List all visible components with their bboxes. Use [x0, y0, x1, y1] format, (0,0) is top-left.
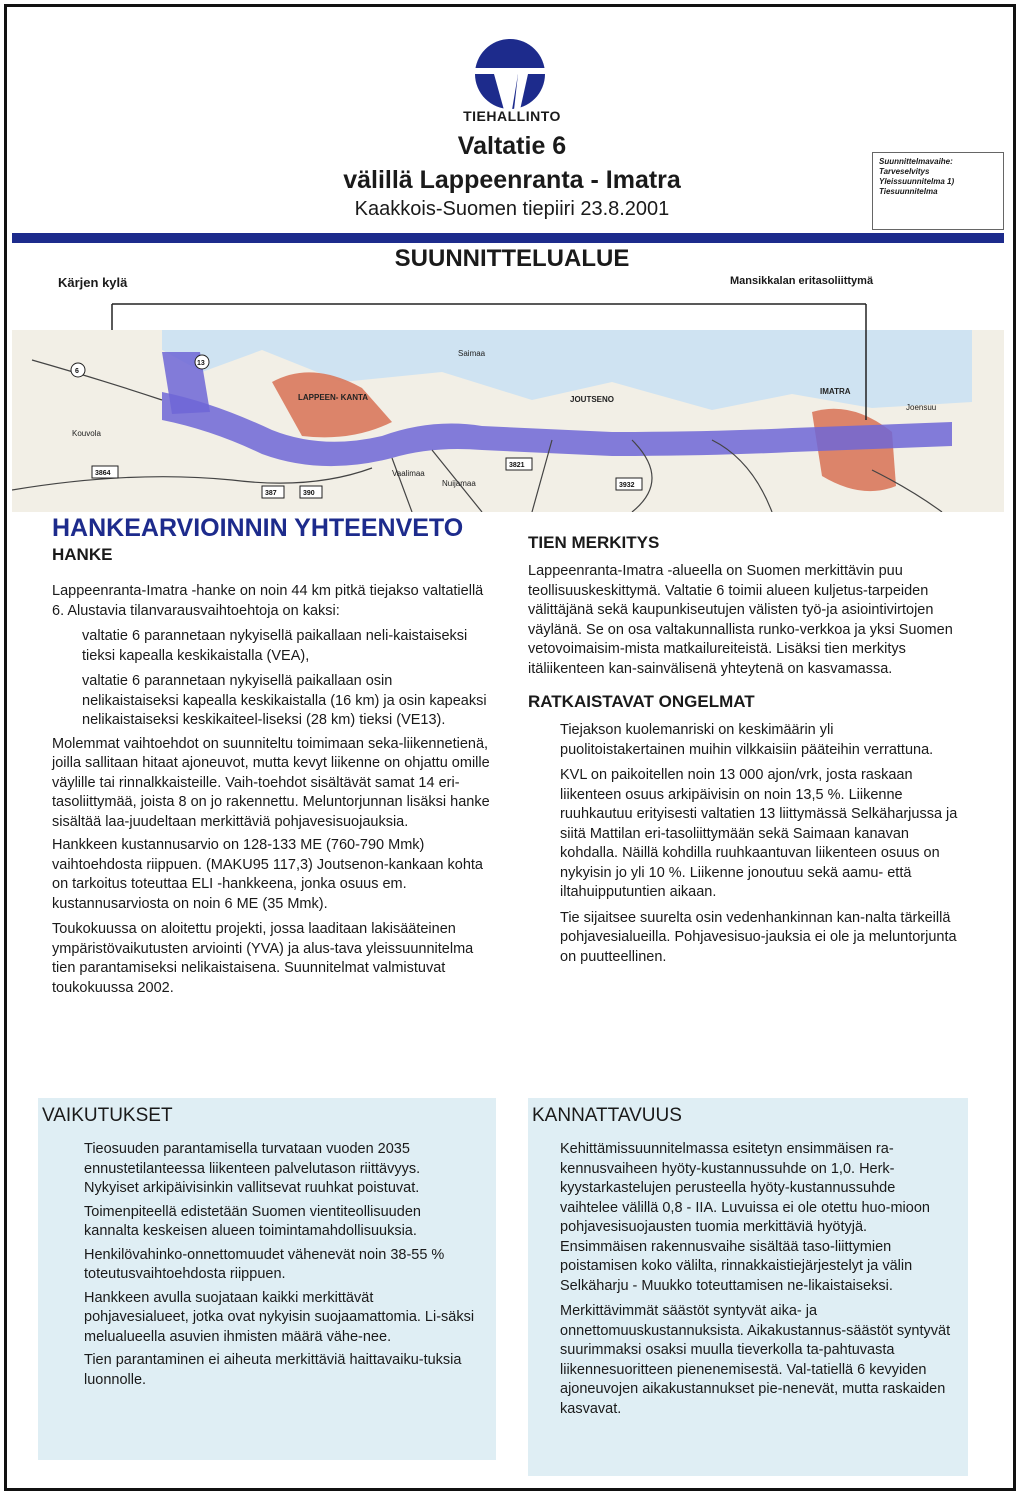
map-road-387: 387 [265, 490, 277, 497]
project-description: Molemmat vaihtoehdot on suunniteltu toimimaan seka-liikennetienä, joilla sallitaan hitaat ajoneuvot, mutta kevyt liikenne on ohjattu omille väylille tai rinnalkkaisteille. Vaih-toehdot sisältävät samat 14 eri-tasoliittymää, joista 8 on jo rakennettu. Meluntorjunnan lisäksi hanke sisältää laa-juudeltaan merkittäviä pohjavesisuojauksia. [52, 735, 490, 830]
impact-accidents: Henkilövahinko-onnettomuudet vähenevät noin 38-55 % toteutusvaihtoehdosta riippuen. [84, 1246, 445, 1282]
map-label-left: Kärjen kylä [58, 275, 128, 290]
map-label-right: Mansikkalan eritasoliittymä [730, 275, 874, 287]
map-place-imatra: IMATRA [820, 387, 851, 396]
legend-heading: Suunnittelmavaihe: [879, 157, 953, 166]
map-place-joutseno: JOUTSENO [570, 395, 615, 404]
title-section: välillä Lappeenranta - Imatra [343, 166, 681, 194]
problem-groundwater: Tie sijaitsee suurelta osin vedenhankinnan kan-nalta tärkeillä pohjavesialueilla. Pohjavesisuo-jauksia ei ole ja meluntorjunta on puutteellinen. [560, 909, 957, 965]
header-rule [12, 233, 1004, 243]
profitability-savings: Merkittävimmät säästöt syntyvät aika- ja onnettomuuskustannuksista. Aikakustannus-säästöt syntyvät suurimmaksi osaksi muulla tieverkolla ta-pahtuvasta liikennesuoritteen pienenemisestä. Val-tatiellä 6 kevyiden ajoneuvojen aikakustannukset pie-nenevät, mutta raskaiden kasvavat. [560, 1303, 951, 1417]
map-place-vaalimaa: Vaalimaa [392, 469, 425, 478]
impact-industry: Toimenpiteellä edistetään Suomen vientiteollisuuden kannalta keskeisen alueen toimintamahdollisuuksia. [84, 1203, 421, 1239]
summary-heading: HANKEARVIOINNIN YHTEENVETO [52, 514, 464, 542]
impact-nature: Tien parantaminen ei aiheuta merkittäviä haittavaiku-tuksia luonnolle. [84, 1352, 462, 1388]
problems-heading: RATKAISTAVAT ONGELMAT [528, 692, 755, 711]
map-road-6: 6 [75, 368, 79, 375]
map-place-saimaa: Saimaa [458, 349, 486, 358]
impact-service-level: Tieosuuden parantamisella turvataan vuoden 2035 ennustetilanteessa liikenteen palvelutason riittävyys. Nykyiset arkipäivisinkin vallitsevat ruuhkat poistuvat. [84, 1141, 421, 1196]
profitability-box [528, 1098, 968, 1476]
profitability-heading: KANNATTAVUUS [532, 1105, 682, 1126]
map-place-nuijamaa: Nuijamaa [442, 479, 476, 488]
option-vea: valtatie 6 parannetaan nykyisellä paikallaan neli-kaistaiseksi tieksi kapealla keskikaistalla (VEA), [82, 628, 468, 664]
map-place-lappeenranta: LAPPEEN- KANTA [298, 393, 369, 402]
legend-item: Yleissuunnitelma 1) [879, 177, 955, 186]
route-map [12, 290, 1004, 512]
map-road-3864: 3864 [95, 470, 111, 477]
project-cost: Hankkeen kustannusarvio on 128-133 ME (760-790 Mmk) vaihtoehdosta riippuen. (MAKU95 117,3) Joutsenon-kankaan kohta on tarkoitus toteuttaa ELI -hankkeena, jonka osuus em. kustannusarviosta on noin 6 ME (35 Mmk). [52, 837, 483, 912]
problem-traffic: KVL on paikoitellen noin 13 000 ajon/vrk, josta raskaan liikenteen osuus arkipäivisin on noin 13,5 %. Liikenne ruuhkautuu erityisesti valtatien 13 liittymässä Selkäharjussa ja siitä Mattilan eri-tasoliittymään sekä Saimaan kanavan kohdalla. Näillä kohdilla ruuhkaantuvan liikenteen osuus on nykyisin jo yli 10 %. Liikenne jonoutuu sekä aamu- että iltahuipputuntien aikaan. [560, 767, 958, 900]
map-place-kouvola: Kouvola [72, 429, 101, 438]
map-road-3932: 3932 [619, 482, 635, 489]
legend-item: Tiesuunnitelma [879, 187, 938, 196]
tiehallinto-logo-icon [474, 38, 546, 110]
impacts-heading: VAIKUTUKSET [42, 1105, 173, 1126]
title-road: Valtatie 6 [457, 132, 567, 160]
project-intro: Lappeenranta-Imatra -hanke on noin 44 km pitkä tiejakso valtatiellä 6. Alustavia tilanvarausvaihtoehtoja on kaksi: [52, 583, 484, 619]
subtitle-district-date: Kaakkois-Suomen tiepiiri 23.8.2001 [354, 198, 670, 220]
map-road-390: 390 [303, 490, 315, 497]
importance-heading: TIEN MERKITYS [528, 533, 660, 552]
profitability-ratio: Kehittämissuunnitelmassa esitetyn ensimmäisen ra-kennusvaiheen hyöty-kustannussuhde on 1,0. Herk-kyystarkastelujen perusteella hyöty-kustannussuhde vaihtelee välillä 0,8 - IIA. Luvuissa ei ole otettu huo-mioon pohjavesisuojausten tuomia merkittäviä hyötyjä. Ensimmäisen rakennusvaihe sisältää taso-liittymien poistamisen koko välilta, rinnakkaistiejärjestelyt ja välin Selkäharju - Muukko toteuttamisen ne-likaistaiseksi. [560, 1141, 930, 1294]
importance-text: Lappeenranta-Imatra -alueella on Suomen merkittävin puu teollisuuskeskittymä. Valtatie 6 toimii alueen kuljetus-tarpeiden välittäjänä sekä kaupunkiseutujen välisten työ-ja asiointivirtojen väylänä. Se on osa valtakunnallista runko-verkkoa ja yksi Suomen vetovoimaisim-mista matkailureiteistä. Lisäksi tien merkitys itäliikenteen kan-sainvälisenä yhteytenä on kasvamassa. [528, 563, 953, 677]
right-column [528, 532, 960, 967]
legend-item: Tarveselvitys [879, 167, 930, 176]
map-road-3821: 3821 [509, 462, 525, 469]
problem-safety: Tiejakson kuolemanriski on keskimäärin yli puolitoistakertainen muihin vilkkaisiin pääteihin verrattuna. [560, 722, 934, 758]
map-section-title: SUUNNITTELUALUE [394, 245, 630, 272]
planning-phase-legend [872, 152, 1004, 230]
map-road-13: 13 [197, 360, 205, 367]
option-ve13: valtatie 6 parannetaan nykyisellä paikallaan osin nelikaistaiseksi kapealla keskikaistalla (16 km) ja osin kapeaksi nelikaistaiseksi keskikaiteel-liseksi (28 km) tieksi (VE13). [82, 673, 487, 728]
organization-name: TIEHALLINTO [463, 108, 561, 124]
impact-groundwater: Hankkeen avulla suojataan kaikki merkittävät pohjavesialueet, jotka ovat nykyisin suojaamattomia. Li-säksi melualueella asuvien ihmisten määrä vähe-nee. [84, 1289, 475, 1345]
map-place-joensuu: Joensuu [906, 403, 937, 412]
project-schedule: Toukokuussa on aloitettu projekti, jossa laaditaan lakisääteinen ympäristövaikutusten arviointi (YVA) ja alus-tava yleissuunnitelma tien parantamiseksi nelikaistaisena. Suunnitelmat valmistuvat toukokuussa 2002. [52, 921, 474, 996]
project-heading: HANKE [52, 545, 113, 564]
left-column [52, 514, 492, 998]
impacts-box [38, 1098, 496, 1460]
